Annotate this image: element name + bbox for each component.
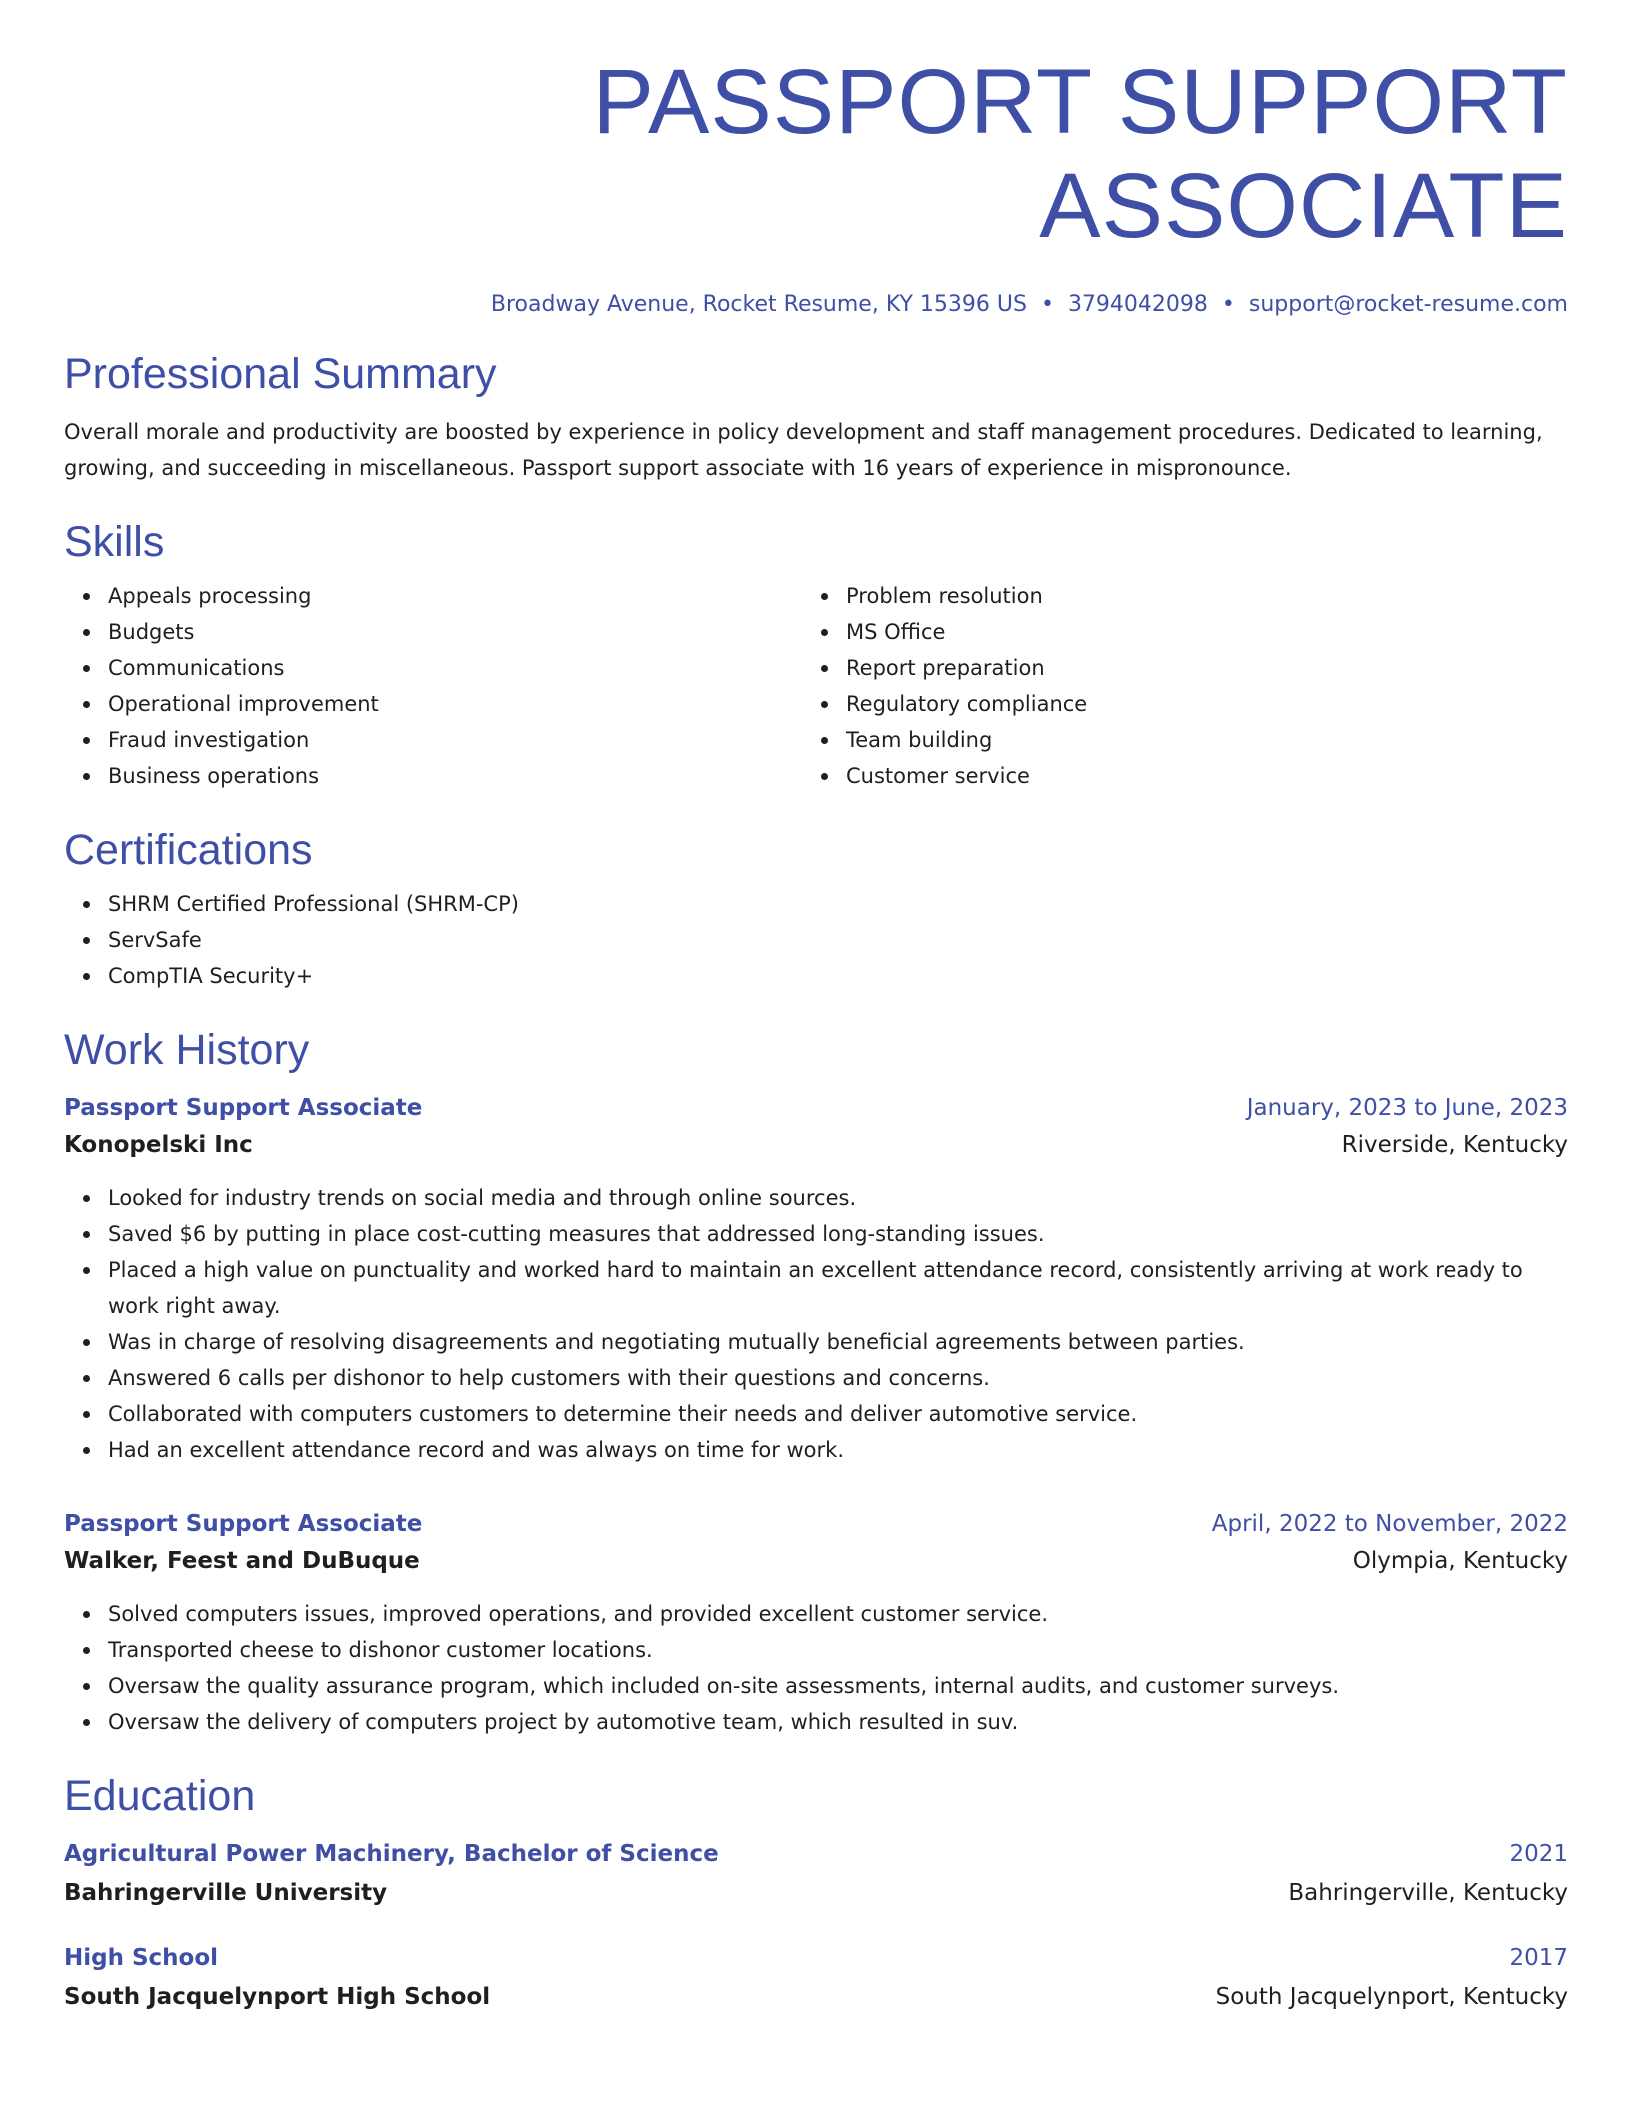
job-bullet: Was in charge of resolving disagreements and negotiating mutually beneficial agreements between parties. <box>108 1324 1568 1360</box>
education-school: South Jacquelynport High School <box>64 1984 491 2010</box>
job-bullet: Collaborated with computers customers to determine their needs and deliver automotive service. <box>108 1396 1568 1432</box>
job-bullet: Oversaw the quality assurance program, which included on-site assessments, internal audits, and customer surveys. <box>108 1668 1568 1704</box>
job-header-row <box>64 1090 1568 1126</box>
job-entry <box>64 1506 1568 1740</box>
resume-header <box>64 50 1568 320</box>
skills-section <box>64 516 1568 794</box>
skill-item: MS Office <box>846 614 1568 650</box>
education-degree: Agricultural Power Machinery, Bachelor of Science <box>64 1841 719 1867</box>
job-bullet: Transported cheese to dishonor customer locations. <box>108 1632 1568 1668</box>
summary-section <box>64 348 1568 486</box>
contact-email[interactable]: support@rocket-resume.com <box>1248 292 1568 317</box>
job-dates: April, 2022 to November, 2022 <box>1211 1511 1568 1537</box>
skill-item: Customer service <box>846 758 1568 794</box>
skill-item: Budgets <box>108 614 802 650</box>
work-history-section <box>64 1024 1568 1740</box>
education-location: Bahringerville, Kentucky <box>1288 1880 1568 1906</box>
certifications-list <box>64 886 1568 994</box>
education-school-row <box>64 1976 1568 2018</box>
job-bullet: Placed a high value on punctuality and worked hard to maintain an excellent attendance record, consistently arriving at work ready to work right away. <box>108 1252 1568 1324</box>
education-header-row <box>64 1836 1568 1872</box>
job-company: Konopelski Inc <box>64 1132 253 1158</box>
job-bullet: Answered 6 calls per dishonor to help customers with their questions and concerns. <box>108 1360 1568 1396</box>
summary-text: Overall morale and productivity are boosted by experience in policy development and staff management procedures. Dedicated to learning, growing, and succeeding in miscellaneous. Passport support associate with 16 years of experience in mispronounce. <box>64 420 1543 480</box>
job-bullet: Saved $6 by putting in place cost-cutting measures that addressed long-standing issues. <box>108 1216 1568 1252</box>
section-title: Certifications <box>64 826 313 874</box>
education-header-row <box>64 1940 1568 1976</box>
job-company-row <box>64 1126 1568 1164</box>
job-title: Passport Support Associate <box>64 1095 423 1121</box>
skill-item: Team building <box>846 722 1568 758</box>
job-title: Passport Support Associate <box>64 1511 423 1537</box>
job-bullet: Looked for industry trends on social media and through online sources. <box>108 1180 1568 1216</box>
job-dates: January, 2023 to June, 2023 <box>1246 1095 1568 1121</box>
job-bullet: Oversaw the delivery of computers project by automotive team, which resulted in suv. <box>108 1704 1568 1740</box>
section-title: Professional Summary <box>64 350 497 398</box>
education-school-row <box>64 1872 1568 1914</box>
contact-phone: 3794042098 <box>1067 292 1208 317</box>
skill-item: Regulatory compliance <box>846 686 1568 722</box>
education-entry <box>64 1836 1568 1914</box>
education-entry <box>64 1940 1568 2018</box>
job-entry <box>64 1090 1568 1468</box>
education-degree: High School <box>64 1945 219 1971</box>
education-year: 2021 <box>1509 1841 1568 1867</box>
contact-address: Broadway Avenue, Rocket Resume, KY 15396 US <box>490 292 1027 317</box>
education-year: 2017 <box>1509 1945 1568 1971</box>
section-title: Work History <box>64 1026 310 1074</box>
skill-item: Operational improvement <box>108 686 802 722</box>
skill-item: Fraud investigation <box>108 722 802 758</box>
separator-dot: • <box>1221 292 1235 317</box>
skill-item: Appeals processing <box>108 578 802 614</box>
job-bullet: Solved computers issues, improved operations, and provided excellent customer service. <box>108 1596 1568 1632</box>
separator-dot: • <box>1040 292 1054 317</box>
job-company: Walker, Feest and DuBuque <box>64 1548 420 1574</box>
education-section <box>64 1770 1568 2018</box>
skill-item: Report preparation <box>846 650 1568 686</box>
candidate-name: PASSPORT SUPPORT ASSOCIATE <box>592 51 1568 257</box>
job-bullet: Had an excellent attendance record and was always on time for work. <box>108 1432 1568 1468</box>
section-title: Education <box>64 1772 256 1820</box>
skills-list-right <box>802 578 1568 794</box>
skills-grid <box>64 568 1568 794</box>
job-location: Olympia, Kentucky <box>1352 1548 1568 1574</box>
certifications-section <box>64 824 1568 994</box>
job-header-row <box>64 1506 1568 1542</box>
job-bullets <box>64 1180 1568 1468</box>
skills-list-left <box>64 578 802 794</box>
skill-item: Problem resolution <box>846 578 1568 614</box>
education-school: Bahringerville University <box>64 1880 388 1906</box>
skill-item: Business operations <box>108 758 802 794</box>
job-company-row <box>64 1542 1568 1580</box>
education-location: South Jacquelynport, Kentucky <box>1215 1984 1568 2010</box>
contact-line <box>64 290 1568 320</box>
certification-item: SHRM Certified Professional (SHRM-CP) <box>108 886 1568 922</box>
skill-item: Communications <box>108 650 802 686</box>
job-bullets <box>64 1596 1568 1740</box>
certification-item: CompTIA Security+ <box>108 958 1568 994</box>
section-title: Skills <box>64 518 165 566</box>
job-location: Riverside, Kentucky <box>1341 1132 1568 1158</box>
certification-item: ServSafe <box>108 922 1568 958</box>
